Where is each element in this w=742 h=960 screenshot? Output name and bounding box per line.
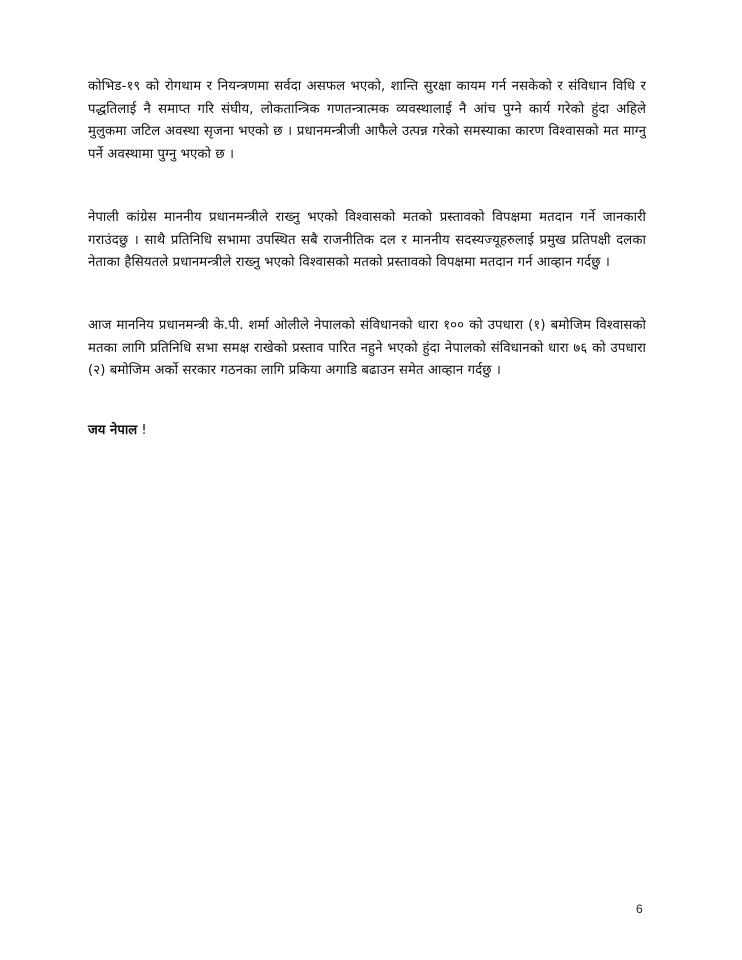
paragraph-covid-crisis: कोभिड-१९ को रोगथाम र नियन्त्रणमा सर्वदा असफल भएको, शान्ति सुरक्षा कायम गर्न नसकेको र संविधान विधि र पद्धतिलाई नै समाप्त गरि संघीय, लोकतान्त्रिक गणतन्त्रात्मक व्यवस्थालाई नै आंच पुग्ने कार्य गरेको हुंदा अहिले मुलुकमा जटिल अवस्था सृजना भएको छ । प्रधानमन्त्रीजी आफैले उत्पन्न गरेको समस्याका कारण विश्वासको मत माग्नु पर्ने अवस्थामा पुग्नु भएको छ । xyxy=(88,79,646,162)
closing-line xyxy=(88,420,147,442)
closing-slogan: जय नेपाल xyxy=(88,423,138,438)
paragraph-vote-against: नेपाली कांग्रेस माननीय प्रधानमन्त्रीले राख्नु भएको विश्वासको मतको प्रस्तावको विपक्षमा मतदान गर्ने जानकारी गराउंदछु । साथै प्रतिनिधि सभामा उपस्थित सबै राजनीतिक दल र माननीय सदस्यज्यूहरुलाई प्रमुख प्रतिपक्षी दलका नेताका हैसियतले प्रधानमन्त्रीले राख्नु भएको विश्वासको मतको प्रस्तावको विपक्षमा मतदान गर्न आव्हान गर्दछु । xyxy=(88,210,646,270)
page-number: 6 xyxy=(636,902,643,916)
paragraph-new-government: आज माननिय प्रधानमन्त्री के.पी. शर्मा ओलीले नेपालको संविधानको धारा १०० को उपधारा (१) बमोजिम विश्वासको मतका लागि प्रतिनिधि सभा समक्ष राखेको प्रस्ताव पारित नहुने भएको हुंदा नेपालको संविधानको धारा ७६ को उपधारा (२) बमोजिम अर्को सरकार गठनका लागि प्रकिया अगाडि बढाउन समेत आव्हान गर्दछु । xyxy=(88,318,646,378)
closing-exclamation: ! xyxy=(137,423,147,438)
